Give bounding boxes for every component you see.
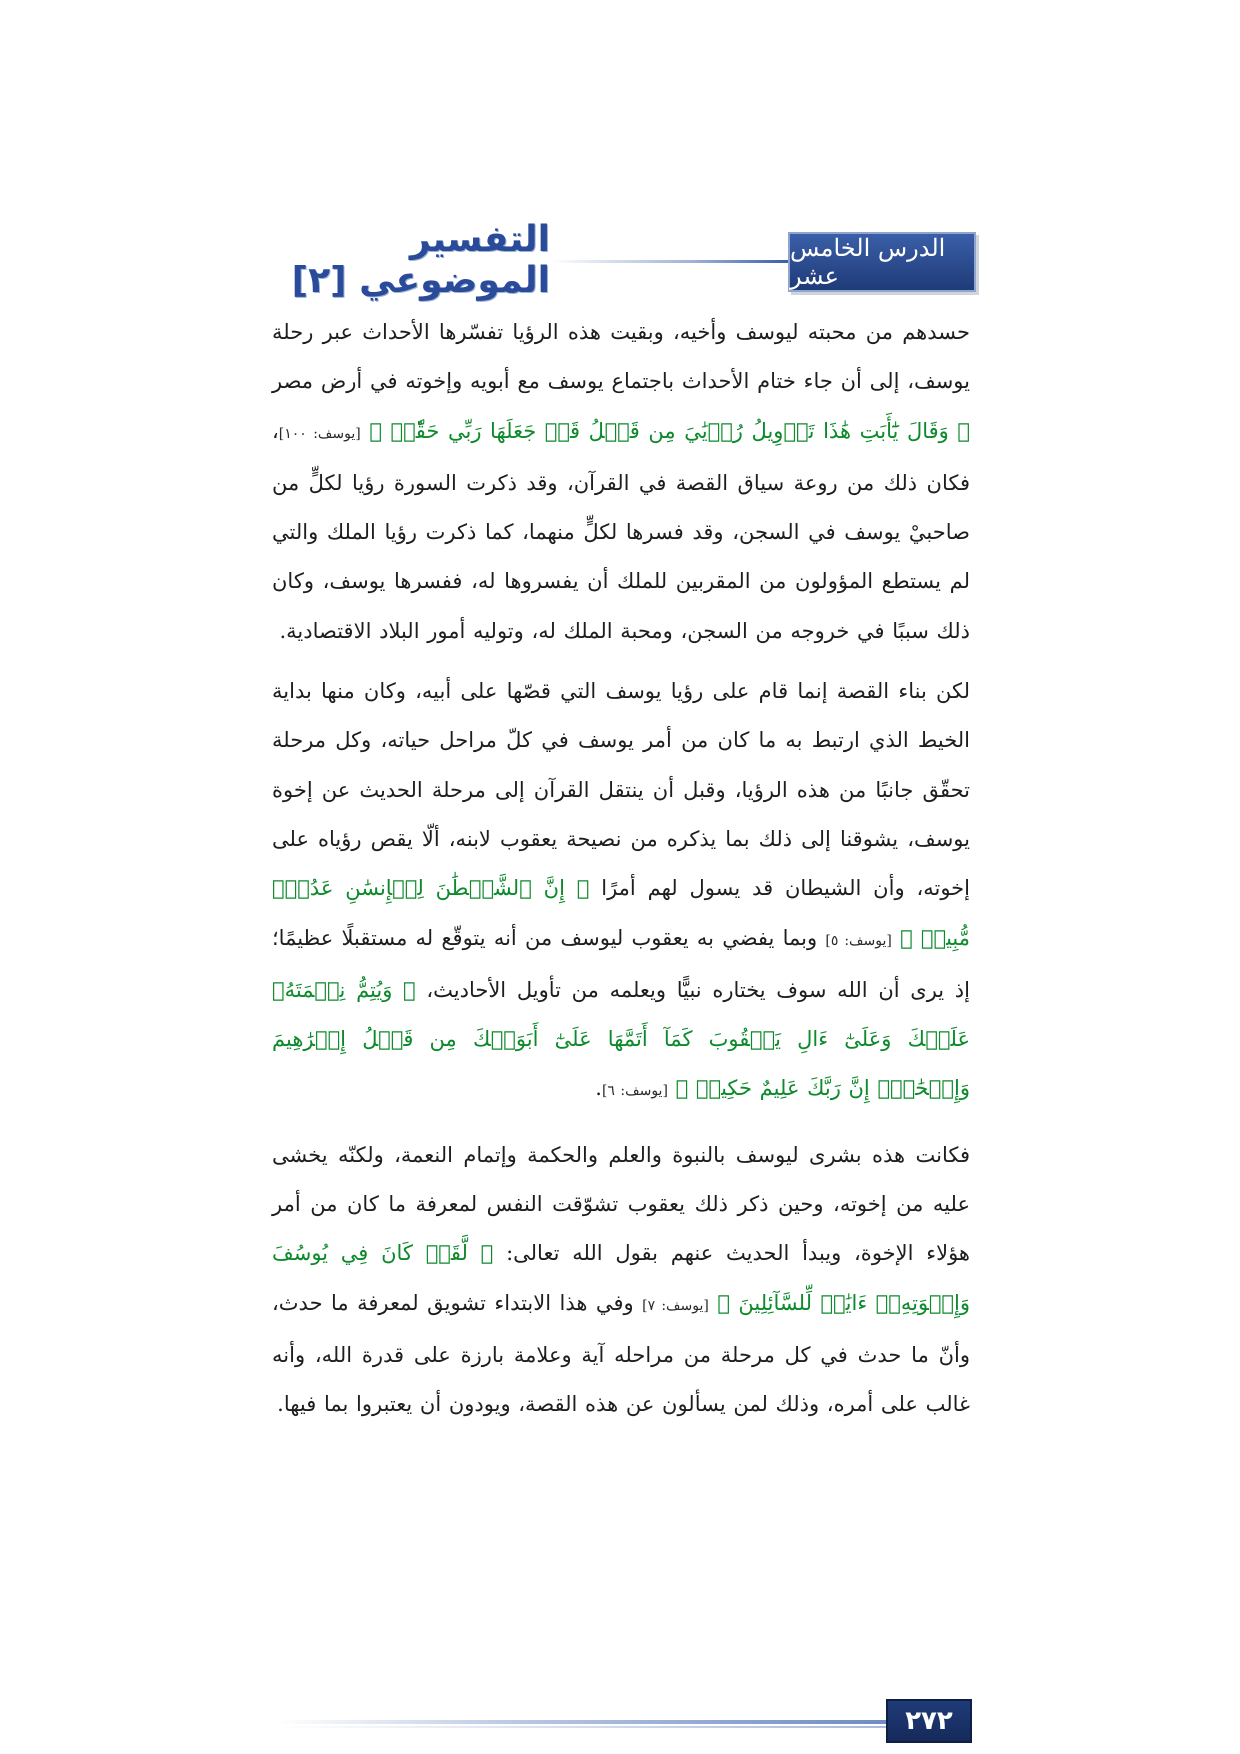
header-divider bbox=[550, 260, 788, 263]
paragraph-text: وبما يفضي به يعقوب ليوسف من أنه يتوقّع له مستقبلًا عظيمًا؛ إذ يرى أن الله سوف يختاره نبيًّا ويعلمه من تأويل الأحاديث، bbox=[272, 925, 970, 1002]
page-body bbox=[272, 308, 970, 1430]
paragraph-text: حسدهم من محبته ليوسف وأخيه، وبقيت هذه الرؤيا تفسّرها الأحداث عبر رحلة يوسف، إلى أن جاء ختام الأحداث باجتماع يوسف مع أبويه وإخوته في أرض مصر bbox=[272, 320, 970, 394]
quran-verse: ﴿ وَقَالَ يَٰٓأَبَتِ هَٰذَا تَأۡوِيلُ رُءۡيَٰيَ مِن قَبۡلُ قَدۡ جَعَلَهَا رَبِّي حَقّٗاۖ ﴾ bbox=[369, 418, 970, 443]
quran-verse: ﴿ لَّقَدۡ كَانَ فِي يُوسُفَ وَإِخۡوَتِهِۦٓ ءَايَٰتٞ لِّلسَّآئِلِينَ ﴾ bbox=[272, 1241, 970, 1315]
verse-reference: [يوسف: ٥] bbox=[825, 932, 892, 949]
page-number: ٢٧٢ bbox=[886, 1699, 972, 1743]
paragraph-3 bbox=[272, 1131, 970, 1430]
footer-divider-secondary bbox=[276, 1726, 890, 1728]
paragraph-text: فكانت هذه بشرى ليوسف بالنبوة والعلم والحكمة وإتمام النعمة، ولكنّه يخشى عليه من إخوته، وحين ذكر ذلك يعقوب تشوّقت النفس لمعرفة ما كان من أمر هؤلاء الإخوة، ويبدأ الحديث عنهم بقول الله تعالى: bbox=[272, 1142, 970, 1266]
verse-reference: [يوسف: ٧] bbox=[642, 1297, 709, 1314]
paragraph-text: لكن بناء القصة إنما قام على رؤيا يوسف التي قصّها على أبيه، وكان منها بداية الخيط الذي ارتبط به ما كان من أمر يوسف في كلّ مراحل حياته، وكل مرحلة تحقّق جانبًا من هذه الرؤيا، وقبل أن ينتقل القرآن إلى مرحلة الحديث عن إخوة يوسف، يشوقنا إلى ذلك بما يذكره من نصيحة يعقوب لابنه، ألّا يقص رؤياه على إخوته، وأن الشيطان قد يسول لهم أمرًا bbox=[272, 679, 970, 901]
lesson-badge bbox=[788, 232, 976, 292]
lesson-label: الدرس الخامس عشر bbox=[790, 234, 946, 290]
quran-verse: ﴿ إِنَّ ٱلشَّيۡطَٰنَ لِلۡإِنسَٰنِ عَدُوّٞ مُّبِينٞ ﴾ bbox=[272, 876, 970, 950]
page-title: التفسير الموضوعي [٢] bbox=[291, 219, 550, 301]
quran-verse: ﴿ وَيُتِمُّ نِعۡمَتَهُۥ عَلَيۡكَ وَعَلَىٰٓ ءَالِ يَعۡقُوبَ كَمَآ أَتَمَّهَا عَلَىٰٓ أَبَوَيۡكَ مِن قَبۡلُ إِبۡرَٰهِيمَ وَإِسۡحَٰقَۚ إِنَّ رَبَّكَ عَلِيمٌ حَكِيمٞ ﴾ bbox=[272, 977, 970, 1101]
footer-divider bbox=[276, 1720, 890, 1724]
paragraph-text: . bbox=[595, 1076, 602, 1101]
paragraph-2 bbox=[272, 667, 970, 1117]
verse-reference: [يوسف: ١٠٠] bbox=[278, 425, 361, 442]
paragraph-text: ، فكان ذلك من روعة سياق القصة في القرآن، وقد ذكرت السورة رؤيا لكلٍّ من صاحبيْ يوسف في السجن، وقد فسرها لكلٍّ منهما، كما ذكرت رؤيا الملك والتي لم يستطع المؤولون من المقربين للملك أن يفسروها له، ففسرها يوسف، وكان ذلك سببًا في خروجه من السجن، ومحبة الملك له، وتوليه أمور البلاد الاقتصادية. bbox=[272, 418, 971, 643]
verse-reference: [يوسف: ٦] bbox=[601, 1083, 668, 1100]
paragraph-1 bbox=[272, 308, 970, 656]
paragraph-text: وفي هذا الابتداء تشويق لمعرفة ما حدث، وأنّ ما حدث في كل مرحلة من مراحله آية وعلامة بارزة على قدرة الله، وأنه غالب على أمره، وذلك لمن يسألون عن هذه القصة، ويودون أن يعتبروا بما فيها. bbox=[272, 1290, 970, 1417]
